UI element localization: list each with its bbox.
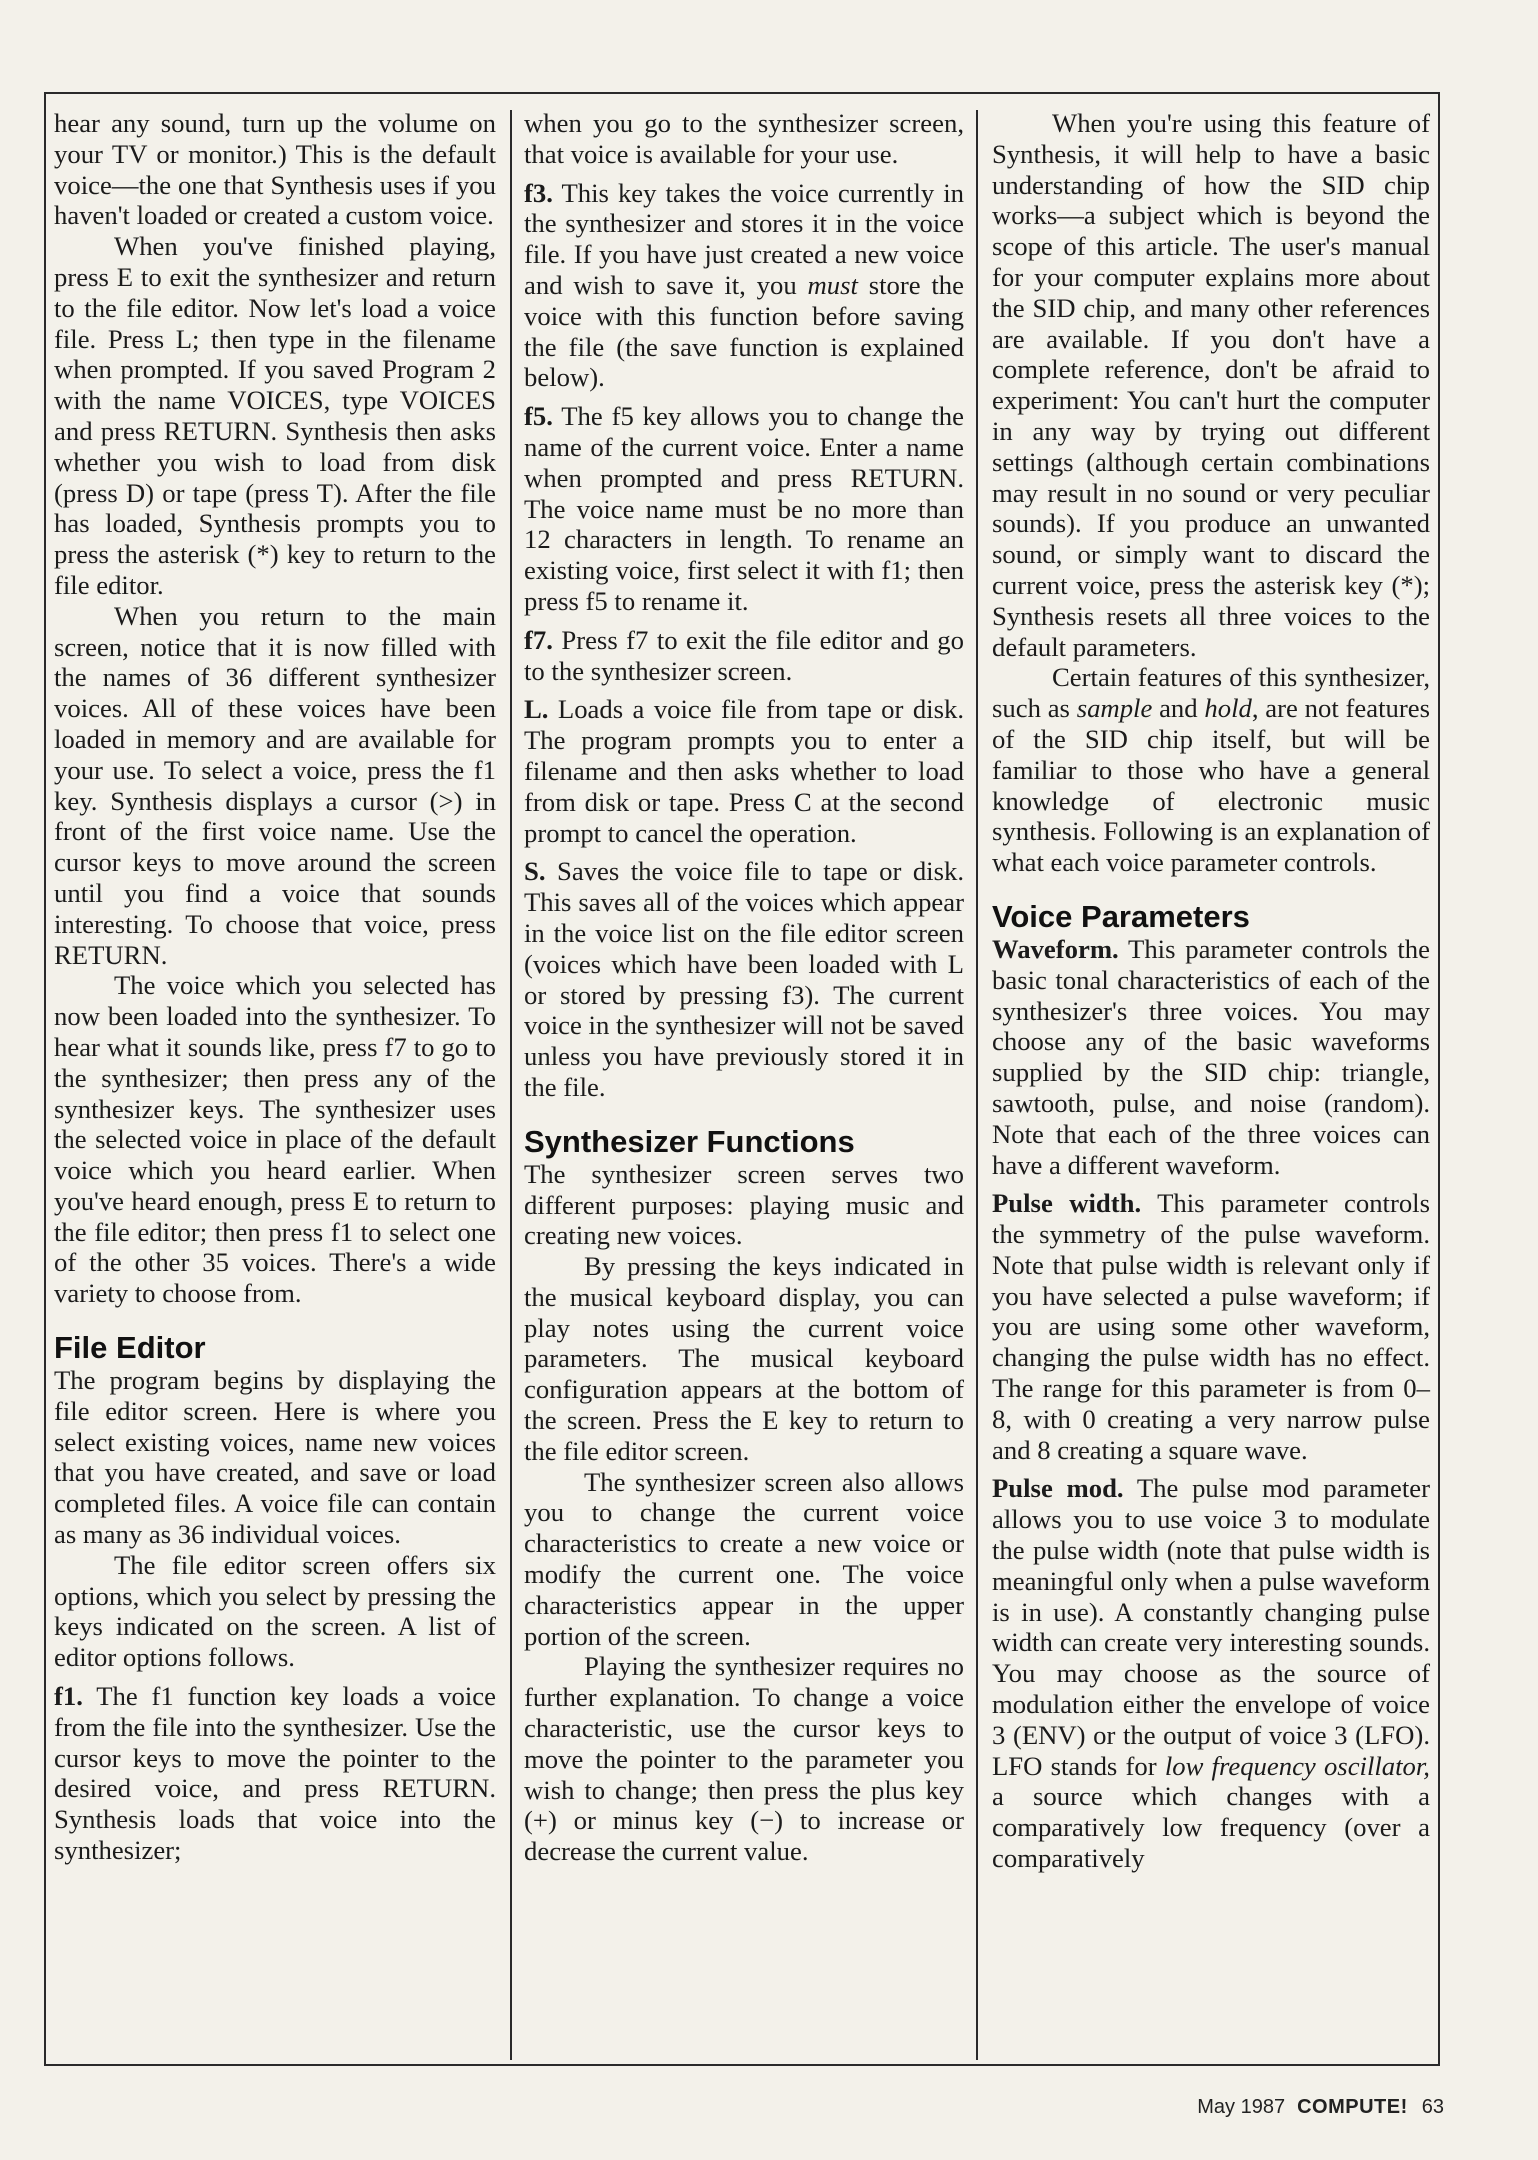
option-term: f3. xyxy=(524,177,553,208)
option-f1 xyxy=(54,1681,496,1866)
option-f5 xyxy=(524,401,964,617)
column-left xyxy=(54,108,496,2063)
param-text: The pulse mod parameter allows you to use voice 3 to modulate the pulse width (note that pulse width is meaningful only when a pulse waveform is in use). A constantly changing pulse width can create very interesting sounds. You may choose as the source of modulation either the envelope of voice 3 (ENV) or the output of voice 3 (LFO). LFO stands for xyxy=(992,1473,1430,1781)
paragraph: when you go to the synthesizer screen, that voice is available for your use. xyxy=(524,108,964,169)
paragraph xyxy=(992,662,1430,878)
column-divider xyxy=(510,110,512,2060)
paragraph: The synthesizer screen serves two different purposes: playing music and creating new voices. xyxy=(524,1158,964,1251)
param-term: Pulse mod. xyxy=(992,1473,1124,1504)
option-l xyxy=(524,694,964,848)
option-term: f7. xyxy=(524,624,553,655)
paragraph: The file editor screen offers six options, which you select by pressing the keys indicated on the screen. A list of editor options follows. xyxy=(54,1549,496,1673)
paragraph: The program begins by displaying the file editor screen. Here is where you select existing voices, name new voices that you have created, and save or load completed files. A voice file can contain as many as 36 individual voices. xyxy=(54,1365,496,1550)
paragraph: By pressing the keys indicated in the musical keyboard display, you can play notes using the current voice parameters. The musical keyboard configuration appears at the bottom of the screen. Press the E key to return to the file editor screen. xyxy=(524,1251,964,1466)
paragraph: The synthesizer screen also allows you to change the current voice characteristics to create a new voice or modify the current one. The voice characteristics appear in the upper portion of the screen. xyxy=(524,1466,964,1651)
param-text: This parameter controls the basic tonal characteristics of each of the synthesizer's three voices. You may choose any of the basic waveforms supplied by the SID chip: triangle, sawtooth, pulse, and noise (random). Note that each of the three voices can have a different waveform. xyxy=(992,933,1430,1180)
param-pulse-mod xyxy=(992,1473,1430,1873)
column-right xyxy=(992,108,1430,2063)
paragraph: When you've finished playing, press E to exit the synthesizer and return to the file editor. Now let's load a voice file. Press L; then type in the filename when prompted. If you saved Program 2 with the name VOICES, type VOICES and press RETURN. Synthesis then asks whether you wish to load from disk (press D) or tape (press T). After the file has loaded, Synthesis prompts you to press the asterisk (*) key to return to the file editor. xyxy=(54,231,496,600)
param-waveform xyxy=(992,934,1430,1180)
param-pulse-width xyxy=(992,1188,1430,1465)
option-term: f1. xyxy=(54,1681,83,1712)
option-s xyxy=(524,856,964,1102)
paragraph: When you're using this feature of Synthesis, it will help to have a basic understanding of how the SID chip works—a subject which is beyond the scope of this article. The user's manual for your computer explains more about the SID chip, and many other references are available. If you don't have a complete reference, don't be afraid to experiment: You can't hurt the computer in any way by trying out different settings (although certain combinations may result in no sound or very peculiar sounds). If you produce an unwanted sound, or simply want to discard the current voice, press the asterisk key (*); Synthesis resets all three voices to the default parameters. xyxy=(992,108,1430,662)
option-f3 xyxy=(524,178,964,394)
paragraph: hear any sound, turn up the volume on your TV or monitor.) This is the default voice—the one that Synthesis uses if you haven't loaded or created a custom voice. xyxy=(54,108,496,231)
param-text: a source which changes with a comparatively low frequency (over a comparatively xyxy=(992,1781,1430,1874)
emphasis: sample xyxy=(1076,693,1153,724)
param-term: Waveform. xyxy=(992,933,1119,964)
column-divider xyxy=(976,110,978,2060)
param-term: Pulse width. xyxy=(992,1188,1142,1219)
paragraph: When you return to the main screen, notice that it is now filled with the names of 36 different synthesizer voices. All of these voices have been loaded in memory and are available for your use. To select a voice, press the f1 key. Synthesis displays a cursor (>) in front of the first voice name. Use the cursor keys to move around the screen until you find a voice that sounds interesting. To choose that voice, press RETURN. xyxy=(54,600,496,970)
option-text: This key takes the voice currently in the synthesizer and stores it in the voice file. If you have just created a new voice and wish to save it, you xyxy=(524,177,964,300)
option-text: Saves the voice file to tape or disk. This saves all of the voices which appear in the voice list on the file editor screen (voices which have been loaded with L or stored by pressing f3). The current voice in the synthesizer will not be saved unless you have previously stored it in the file. xyxy=(524,856,964,1102)
section-heading-file-editor: File Editor xyxy=(54,1330,206,1366)
option-term: L. xyxy=(524,694,549,725)
page-footer xyxy=(1197,2096,1444,2119)
section-heading-voice-parameters: Voice Parameters xyxy=(992,898,1250,934)
option-text: Loads a voice file from tape or disk. The program prompts you to enter a filename and then asks whether to load from disk or tape. Press C at the second prompt to cancel the operation. xyxy=(524,694,964,848)
option-text: The f5 key allows you to change the name of the current voice. Enter a name when prompted and press RETURN. The voice name must be no more than 12 characters in length. To rename an existing voice, first select it with f1; then press f5 to rename it. xyxy=(524,401,964,616)
emphasis: hold xyxy=(1204,693,1252,724)
paragraph: Playing the synthesizer requires no further explanation. To change a voice characteristic, use the cursor keys to move the pointer to the parameter you wish to change; then press the plus key (+) or minus key (−) to increase or decrease the current value. xyxy=(524,1651,964,1867)
section-heading-synthesizer-functions: Synthesizer Functions xyxy=(524,1123,855,1159)
text: , are not features of the SID chip itself, but will be familiar to those who have a general knowledge of electronic music synthesis. Following is an explanation of what each voice parameter controls. xyxy=(992,693,1430,878)
issue-date: May 1987 xyxy=(1197,2096,1286,2118)
magazine-name: COMPUTE! xyxy=(1297,2096,1408,2118)
page-number: 63 xyxy=(1421,2096,1444,2118)
paragraph: The voice which you selected has now been loaded into the synthesizer. To hear what it sounds like, press f7 to go to the synthesizer; then press any of the synthesizer keys. The synthesizer uses the selected voice in place of the default voice which you heard earlier. When you've heard enough, press E to return to the file editor; then press f1 to select one of the other 35 voices. There's a wide variety to choose from. xyxy=(54,970,496,1309)
option-text: Press f7 to exit the file editor and go to the synthesizer screen. xyxy=(524,624,964,686)
option-text: store the voice with this function before saving the file (the save function is explained below). xyxy=(524,269,964,393)
emphasis: low frequency oscillator, xyxy=(1164,1750,1430,1781)
emphasis: must xyxy=(807,269,858,300)
option-text: The f1 function key loads a voice from the file into the synthesizer. Use the cursor keys to move the pointer to the desired voice, and press RETURN. Synthesis loads that voice into the synthesizer; xyxy=(54,1681,496,1866)
text: and xyxy=(1152,693,1205,724)
param-text: This parameter controls the symmetry of the pulse waveform. Note that pulse width is relevant only if you have selected a pulse waveform; if you are using some other waveform, changing the pulse width has no effect. The range for this parameter is from 0–8, with 0 creating a very narrow pulse and 8 creating a square wave. xyxy=(992,1188,1430,1465)
option-term: S. xyxy=(524,856,546,887)
option-f7 xyxy=(524,625,964,687)
text: Certain features of this synthesizer, such as xyxy=(992,662,1430,724)
column-middle xyxy=(524,108,964,2063)
option-term: f5. xyxy=(524,401,553,432)
